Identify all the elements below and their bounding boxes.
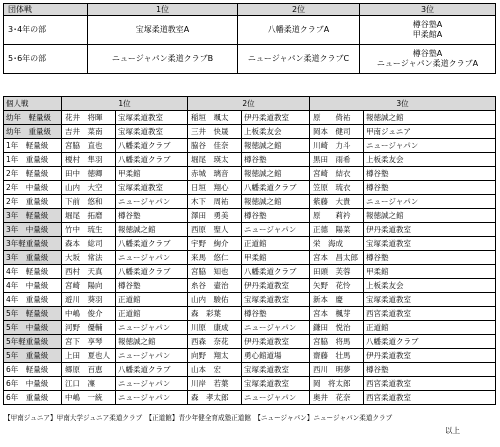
first-place-club: 宝塚柔道教室 bbox=[116, 181, 188, 195]
first-place-name: 吉井 菜南 bbox=[62, 125, 116, 139]
individual-header-first: 1位 bbox=[62, 97, 188, 111]
third-place-name: 栄 海成 bbox=[310, 237, 364, 251]
team-results-table bbox=[3, 3, 496, 74]
second-place-name: 森 孝太郎 bbox=[188, 391, 242, 405]
division-cell: 2年 中量級 bbox=[4, 181, 62, 195]
table-row bbox=[4, 349, 496, 363]
first-place-club: 樽谷塾 bbox=[116, 279, 188, 293]
division-cell: 3年軽重量級 bbox=[4, 237, 62, 251]
individual-results-body bbox=[4, 111, 496, 405]
first-place-club: 樽谷塾 bbox=[116, 209, 188, 223]
second-place-name: 糸谷 壷治 bbox=[188, 279, 242, 293]
table-row bbox=[4, 195, 496, 209]
division-cell: 5年 中量級 bbox=[4, 321, 62, 335]
team-division: 3･4年の部 bbox=[4, 16, 88, 45]
team-third bbox=[360, 45, 496, 74]
third-place-name: 黒田 雨希 bbox=[310, 153, 364, 167]
third-place-club: 八幡柔道クラブ bbox=[364, 335, 496, 349]
third-place-club: 西宮柔道教室 bbox=[364, 377, 496, 391]
division-cell: 3年 中量級 bbox=[4, 223, 62, 237]
first-place-name: 榎村 隼羽 bbox=[62, 153, 116, 167]
second-place-club: 報徳誠之館 bbox=[242, 139, 310, 153]
third-place-name: 矢野 花怜 bbox=[310, 279, 364, 293]
first-place-club: 八幡柔道クラブ bbox=[116, 237, 188, 251]
second-place-name: 西原 聖人 bbox=[188, 223, 242, 237]
team-third bbox=[360, 16, 496, 45]
second-place-name: 日垣 翔心 bbox=[188, 181, 242, 195]
third-place-club: 樽谷塾 bbox=[364, 181, 496, 195]
first-place-name: 江口 凜 bbox=[62, 377, 116, 391]
second-place-name: 森 彩葉 bbox=[188, 307, 242, 321]
second-place-name: 宇野 絢介 bbox=[188, 237, 242, 251]
first-place-club: 正道館 bbox=[116, 307, 188, 321]
team-first: 宝塚柔道教室A bbox=[88, 16, 238, 45]
team-header-third: 3位 bbox=[360, 4, 496, 16]
third-place-name: 西川 明夢 bbox=[310, 363, 364, 377]
table-row bbox=[4, 363, 496, 377]
first-place-club: 甲柔館 bbox=[116, 167, 188, 181]
first-place-club: 八幡柔道クラブ bbox=[116, 363, 188, 377]
first-place-name: 宮崎 陽向 bbox=[62, 279, 116, 293]
second-place-club: ニュージャパン bbox=[242, 391, 310, 405]
division-cell: 2年 重量級 bbox=[4, 195, 62, 209]
second-place-name: 宮脇 知也 bbox=[188, 265, 242, 279]
first-place-club: 報徳誠之館 bbox=[116, 223, 188, 237]
first-place-club: ニュージャパン bbox=[116, 321, 188, 335]
first-place-name: 堀尾 拓磨 bbox=[62, 209, 116, 223]
first-place-club: 正道館 bbox=[116, 293, 188, 307]
second-place-name: 三井 快晟 bbox=[188, 125, 242, 139]
second-place-name: 川原 康成 bbox=[188, 321, 242, 335]
second-place-name: 脇谷 佳奈 bbox=[188, 139, 242, 153]
team-third-line: 樽谷塾A bbox=[412, 20, 443, 29]
third-place-name: 原 莉衿 bbox=[310, 209, 364, 223]
abbreviation-footnote: 【甲南ジュニア】甲南大学ジュニア柔道クラブ 【正道館】青少年健全育成塾正道館 【ニュージャパン】ニュージャパン柔道クラブ bbox=[4, 414, 393, 422]
second-place-name: 西森 奈花 bbox=[188, 335, 242, 349]
third-place-name: 鎌田 悦治 bbox=[310, 321, 364, 335]
table-row bbox=[4, 167, 496, 181]
division-cell: 3年 重量級 bbox=[4, 251, 62, 265]
table-row bbox=[4, 181, 496, 195]
table-row bbox=[4, 377, 496, 391]
first-place-name: 上田 夏也人 bbox=[62, 349, 116, 363]
third-place-club: 樽谷塾 bbox=[364, 167, 496, 181]
second-place-club: 樽谷塾 bbox=[242, 209, 310, 223]
third-place-club: 上板柔友会 bbox=[364, 153, 496, 167]
third-place-name: 原 倚祐 bbox=[310, 111, 364, 125]
third-place-club: 甲柔館 bbox=[364, 265, 496, 279]
third-place-club: 甲南ジュニア bbox=[364, 125, 496, 139]
third-place-name: 笠原 琉衣 bbox=[310, 181, 364, 195]
third-place-name: 宮崎 結衣 bbox=[310, 167, 364, 181]
first-place-name: 中嶋 俊介 bbox=[62, 307, 116, 321]
team-second: ニュージャパン柔道クラブC bbox=[238, 45, 360, 74]
second-place-club: 八幡柔道クラブ bbox=[242, 265, 310, 279]
team-third-line: 樽谷塾A bbox=[412, 49, 443, 58]
division-cell: 6年 中量級 bbox=[4, 377, 62, 391]
first-place-name: 森本 総司 bbox=[62, 237, 116, 251]
division-cell: 6年 軽量級 bbox=[4, 363, 62, 377]
table-row bbox=[4, 237, 496, 251]
first-place-name: 山内 大空 bbox=[62, 181, 116, 195]
table-row bbox=[4, 293, 496, 307]
first-place-name: 宮下 享琴 bbox=[62, 335, 116, 349]
second-place-name: 山内 駿佑 bbox=[188, 293, 242, 307]
division-cell: 幼年 軽量級 bbox=[4, 111, 62, 125]
second-place-club: 伊丹柔道教室 bbox=[242, 279, 310, 293]
second-place-club: 宝塚柔道教室 bbox=[242, 293, 310, 307]
first-place-club: ニュージャパン bbox=[116, 391, 188, 405]
first-place-club: ニュージャパン bbox=[116, 377, 188, 391]
second-place-club: 勇心館道場 bbox=[242, 349, 310, 363]
third-place-club: 正道館 bbox=[364, 321, 496, 335]
table-row bbox=[4, 111, 496, 125]
second-place-club: 樽谷塾 bbox=[242, 153, 310, 167]
division-cell: 5年 軽量級 bbox=[4, 307, 62, 321]
third-place-club: 西宮柔道教室 bbox=[364, 391, 496, 405]
second-place-name: 山本 宏 bbox=[188, 363, 242, 377]
third-place-name: 齋藤 壮馬 bbox=[310, 349, 364, 363]
third-place-name: 宮本 昌太郎 bbox=[310, 251, 364, 265]
individual-header-second: 2位 bbox=[188, 97, 310, 111]
second-place-club: 宝塚柔道教室 bbox=[242, 363, 310, 377]
first-place-name: 宮脇 直也 bbox=[62, 139, 116, 153]
team-header-second: 2位 bbox=[238, 4, 360, 16]
second-place-club: 宝塚柔道教室 bbox=[242, 377, 310, 391]
second-place-club: 上板柔友会 bbox=[242, 125, 310, 139]
division-cell: 4年 中量級 bbox=[4, 279, 62, 293]
first-place-name: 下前 悠和 bbox=[62, 195, 116, 209]
first-place-club: ニュージャパン bbox=[116, 349, 188, 363]
team-division: 5･6年の部 bbox=[4, 45, 88, 74]
third-place-name: 岡 将太郎 bbox=[310, 377, 364, 391]
table-row bbox=[4, 321, 496, 335]
second-place-club: ニュージャパン bbox=[242, 321, 310, 335]
first-place-club: ニュージャパン bbox=[116, 195, 188, 209]
division-cell: 2年 軽量級 bbox=[4, 167, 62, 181]
second-place-name: 向野 翔太 bbox=[188, 349, 242, 363]
first-place-name: 西村 天真 bbox=[62, 265, 116, 279]
table-row bbox=[4, 251, 496, 265]
third-place-club: 樽谷塾 bbox=[364, 363, 496, 377]
team-header-row bbox=[4, 4, 496, 16]
division-cell: 6年 重量級 bbox=[4, 391, 62, 405]
first-place-name: 郷原 百恵 bbox=[62, 363, 116, 377]
third-place-club: 樽谷塾 bbox=[364, 251, 496, 265]
first-place-club: 宝塚柔道教室 bbox=[116, 125, 188, 139]
third-place-club: ニュージャパン bbox=[364, 195, 496, 209]
first-place-name: 花井 将暉 bbox=[62, 111, 116, 125]
first-place-name: 竹中 琉生 bbox=[62, 223, 116, 237]
third-place-name: 川崎 力斗 bbox=[310, 139, 364, 153]
second-place-club: 甲柔館 bbox=[242, 251, 310, 265]
division-cell: 3年 軽量級 bbox=[4, 209, 62, 223]
third-place-name: 紫藤 大貴 bbox=[310, 195, 364, 209]
second-place-name: 赤城 璃音 bbox=[188, 167, 242, 181]
division-cell: 5年 重量級 bbox=[4, 349, 62, 363]
first-place-name: 遊川 葵羽 bbox=[62, 293, 116, 307]
table-row bbox=[4, 265, 496, 279]
first-place-name: 河野 優輔 bbox=[62, 321, 116, 335]
table-row bbox=[4, 279, 496, 293]
table-row bbox=[4, 223, 496, 237]
third-place-club: 宝塚柔道教室 bbox=[364, 237, 496, 251]
third-place-name: 宮脇 将馬 bbox=[310, 335, 364, 349]
second-place-club: 八幡柔道クラブ bbox=[242, 181, 310, 195]
second-place-club: 報徳誠之館 bbox=[242, 195, 310, 209]
team-header-division: 団体戦 bbox=[4, 4, 88, 16]
first-place-name: 大坂 常法 bbox=[62, 251, 116, 265]
individual-header-row bbox=[4, 97, 496, 111]
third-place-club: 報徳誠之館 bbox=[364, 111, 496, 125]
division-cell: 1年 軽量級 bbox=[4, 139, 62, 153]
third-place-name: 奥井 花奈 bbox=[310, 391, 364, 405]
table-row bbox=[4, 153, 496, 167]
third-place-club: 宝塚柔道教室 bbox=[364, 293, 496, 307]
team-second: 八幡柔道クラブA bbox=[238, 16, 360, 45]
third-place-name: 宮本 楓芽 bbox=[310, 307, 364, 321]
first-place-club: ニュージャパン bbox=[116, 251, 188, 265]
second-place-club: 伊丹柔道教室 bbox=[242, 335, 310, 349]
third-place-name: 新本 慶 bbox=[310, 293, 364, 307]
table-row bbox=[4, 209, 496, 223]
third-place-name: 正德 陽菜 bbox=[310, 223, 364, 237]
third-place-name: 岡本 健司 bbox=[310, 125, 364, 139]
table-row bbox=[4, 335, 496, 349]
third-place-club: 西宮柔道教室 bbox=[364, 307, 496, 321]
division-cell: 幼年 重量級 bbox=[4, 125, 62, 139]
table-row bbox=[4, 125, 496, 139]
first-place-club: 八幡柔道クラブ bbox=[116, 265, 188, 279]
division-cell: 4年 軽量級 bbox=[4, 265, 62, 279]
first-place-club: 宝塚柔道教室 bbox=[116, 111, 188, 125]
individual-results-table bbox=[3, 96, 496, 405]
team-row bbox=[4, 45, 496, 74]
division-cell: 4年 重量級 bbox=[4, 293, 62, 307]
first-place-club: 報徳誠之館 bbox=[116, 335, 188, 349]
individual-header-third: 3位 bbox=[310, 97, 496, 111]
second-place-club: ニュージャパン bbox=[242, 223, 310, 237]
second-place-name: 澤田 勇美 bbox=[188, 209, 242, 223]
third-place-club: 報徳誠之館 bbox=[364, 209, 496, 223]
third-place-name: 田頭 芙蓉 bbox=[310, 265, 364, 279]
first-place-name: 田中 徳卿 bbox=[62, 167, 116, 181]
third-place-club: 伊丹柔道教室 bbox=[364, 223, 496, 237]
second-place-name: 稲垣 颯太 bbox=[188, 111, 242, 125]
team-third-line: ニュージャパン柔道クラブA bbox=[376, 59, 479, 68]
second-place-name: 堀尾 瑛太 bbox=[188, 153, 242, 167]
closing-mark: 以上 bbox=[445, 426, 460, 435]
team-third-line: 甲柔館A bbox=[412, 30, 443, 39]
table-row bbox=[4, 307, 496, 321]
first-place-name: 中嶋 一統 bbox=[62, 391, 116, 405]
second-place-club: 報徳誠之館 bbox=[242, 167, 310, 181]
third-place-club: 伊丹柔道教室 bbox=[364, 349, 496, 363]
second-place-name: 川岸 若葉 bbox=[188, 377, 242, 391]
individual-header-division: 個人戦 bbox=[4, 97, 62, 111]
third-place-club: ニュージャパン bbox=[364, 139, 496, 153]
team-row bbox=[4, 16, 496, 45]
second-place-name: 木下 周祐 bbox=[188, 195, 242, 209]
team-first: ニュージャパン柔道クラブB bbox=[88, 45, 238, 74]
table-row bbox=[4, 391, 496, 405]
first-place-club: 八幡柔道クラブ bbox=[116, 139, 188, 153]
second-place-name: 来馬 悠仁 bbox=[188, 251, 242, 265]
second-place-club: 正道館 bbox=[242, 237, 310, 251]
second-place-club: 樽谷塾 bbox=[242, 307, 310, 321]
division-cell: 1年 重量級 bbox=[4, 153, 62, 167]
division-cell: 5年軽重量級 bbox=[4, 335, 62, 349]
second-place-club: 伊丹柔道教室 bbox=[242, 111, 310, 125]
first-place-club: 八幡柔道クラブ bbox=[116, 153, 188, 167]
table-row bbox=[4, 139, 496, 153]
team-header-first: 1位 bbox=[88, 4, 238, 16]
third-place-club: 上板柔友会 bbox=[364, 279, 496, 293]
